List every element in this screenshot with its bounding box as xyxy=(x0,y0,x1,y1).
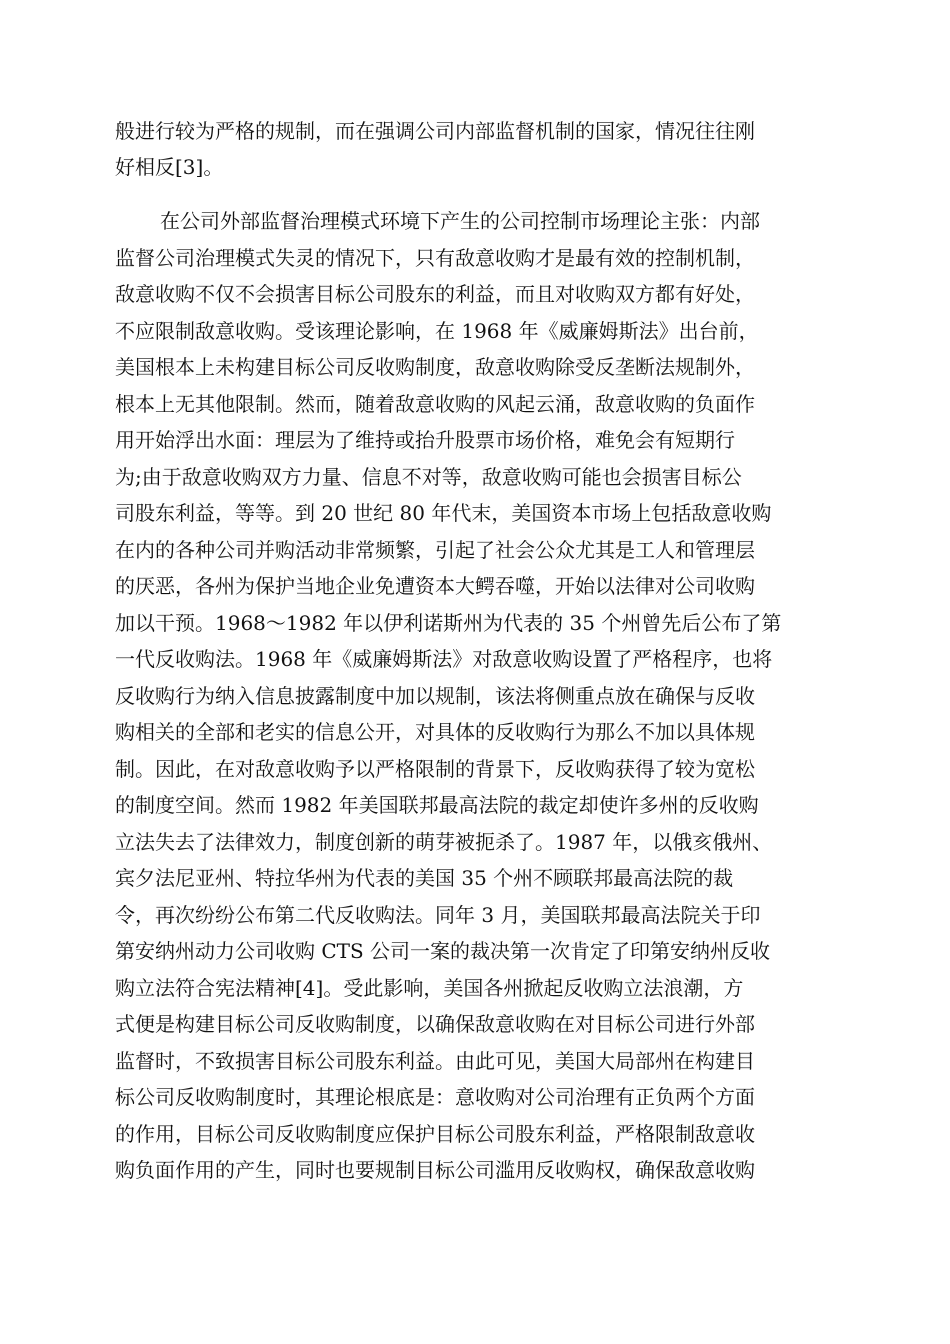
text-line: 制。因此，在对敌意收购予以严格限制的背景下，反收购获得了较为宽松 xyxy=(115,757,755,781)
text-line: 不应限制敌意收购。受该理论影响，在 1968 年《威廉姆斯法》出台前， xyxy=(115,319,759,343)
text-line: 立法失去了法律效力，制度创新的萌芽被扼杀了。1987 年，以俄亥俄州、 xyxy=(115,830,773,854)
text-line: 司股东利益，等等。到 20 世纪 80 年代末，美国资本市场上包括敌意收购 xyxy=(115,501,772,525)
text-line: 令，再次纷纷公布第二代反收购法。同年 3 月，美国联邦最高法院关于印 xyxy=(115,903,761,927)
text-line: 般进行较为严格的规制，而在强调公司内部监督机制的国家，情况往往刚 xyxy=(115,119,755,143)
text-line: 敌意收购不仅不会损害目标公司股东的利益，而且对收购双方都有好处， xyxy=(115,282,755,306)
text-line: 宾夕法尼亚州、特拉华州为代表的美国 35 个州不顾联邦最高法院的裁 xyxy=(115,866,734,890)
text-line: 美国根本上未构建目标公司反收购制度，敌意收购除受反垄断法规制外， xyxy=(115,355,755,379)
text-line: 一代反收购法。1968 年《威廉姆斯法》对敌意收购设置了严格程序，也将 xyxy=(115,647,773,671)
text-line: 标公司反收购制度时，其理论根底是：意收购对公司治理有正负两个方面 xyxy=(115,1085,755,1109)
text-line: 加以干预。1968～1982 年以伊利诺斯州为代表的 35 个州曾先后公布了第 xyxy=(115,611,782,635)
text-line: 购负面作用的产生，同时也要规制目标公司滥用反收购权，确保敌意收购 xyxy=(115,1158,755,1182)
text-line: 式便是构建目标公司反收购制度，以确保敌意收购在对目标公司进行外部 xyxy=(115,1012,755,1036)
text-line: 第安纳州动力公司收购 CTS 公司一案的裁决第一次肯定了印第安纳州反收 xyxy=(115,939,771,963)
text-line: 监督时，不致损害目标公司股东利益。由此可见，美国大局部州在构建目 xyxy=(115,1049,755,1073)
text-line: 在内的各种公司并购活动非常频繁，引起了社会公众尤其是工人和管理层 xyxy=(115,538,755,562)
text-line: 监督公司治理模式失灵的情况下，只有敌意收购才是最有效的控制机制， xyxy=(115,246,755,270)
text-line: 在公司外部监督治理模式环境下产生的公司控制市场理论主张：内部 xyxy=(160,209,760,233)
text-line: 的作用，目标公司反收购制度应保护目标公司股东利益，严格限制敌意收 xyxy=(115,1122,755,1146)
text-line: 反收购行为纳入信息披露制度中加以规制，该法将侧重点放在确保与反收 xyxy=(115,684,755,708)
text-line: 根本上无其他限制。然而，随着敌意收购的风起云涌，敌意收购的负面作 xyxy=(115,392,755,416)
text-line: 的厌恶，各州为保护当地企业免遭资本大鳄吞噬，开始以法律对公司收购 xyxy=(115,574,755,598)
text-line: 购相关的全部和老实的信息公开，对具体的反收购行为那么不加以具体规 xyxy=(115,720,755,744)
text-line: 为;由于敌意收购双方力量、信息不对等，敌意收购可能也会损害目标公 xyxy=(115,465,742,489)
text-line: 好相反[3]。 xyxy=(115,155,224,179)
text-line: 购立法符合宪法精神[4]。受此影响，美国各州掀起反收购立法浪潮，方 xyxy=(115,976,744,1000)
text-line: 用开始浮出水面：理层为了维持或抬升股票市场价格，难免会有短期行 xyxy=(115,428,735,452)
text-line: 的制度空间。然而 1982 年美国联邦最高法院的裁定却使许多州的反收购 xyxy=(115,793,759,817)
